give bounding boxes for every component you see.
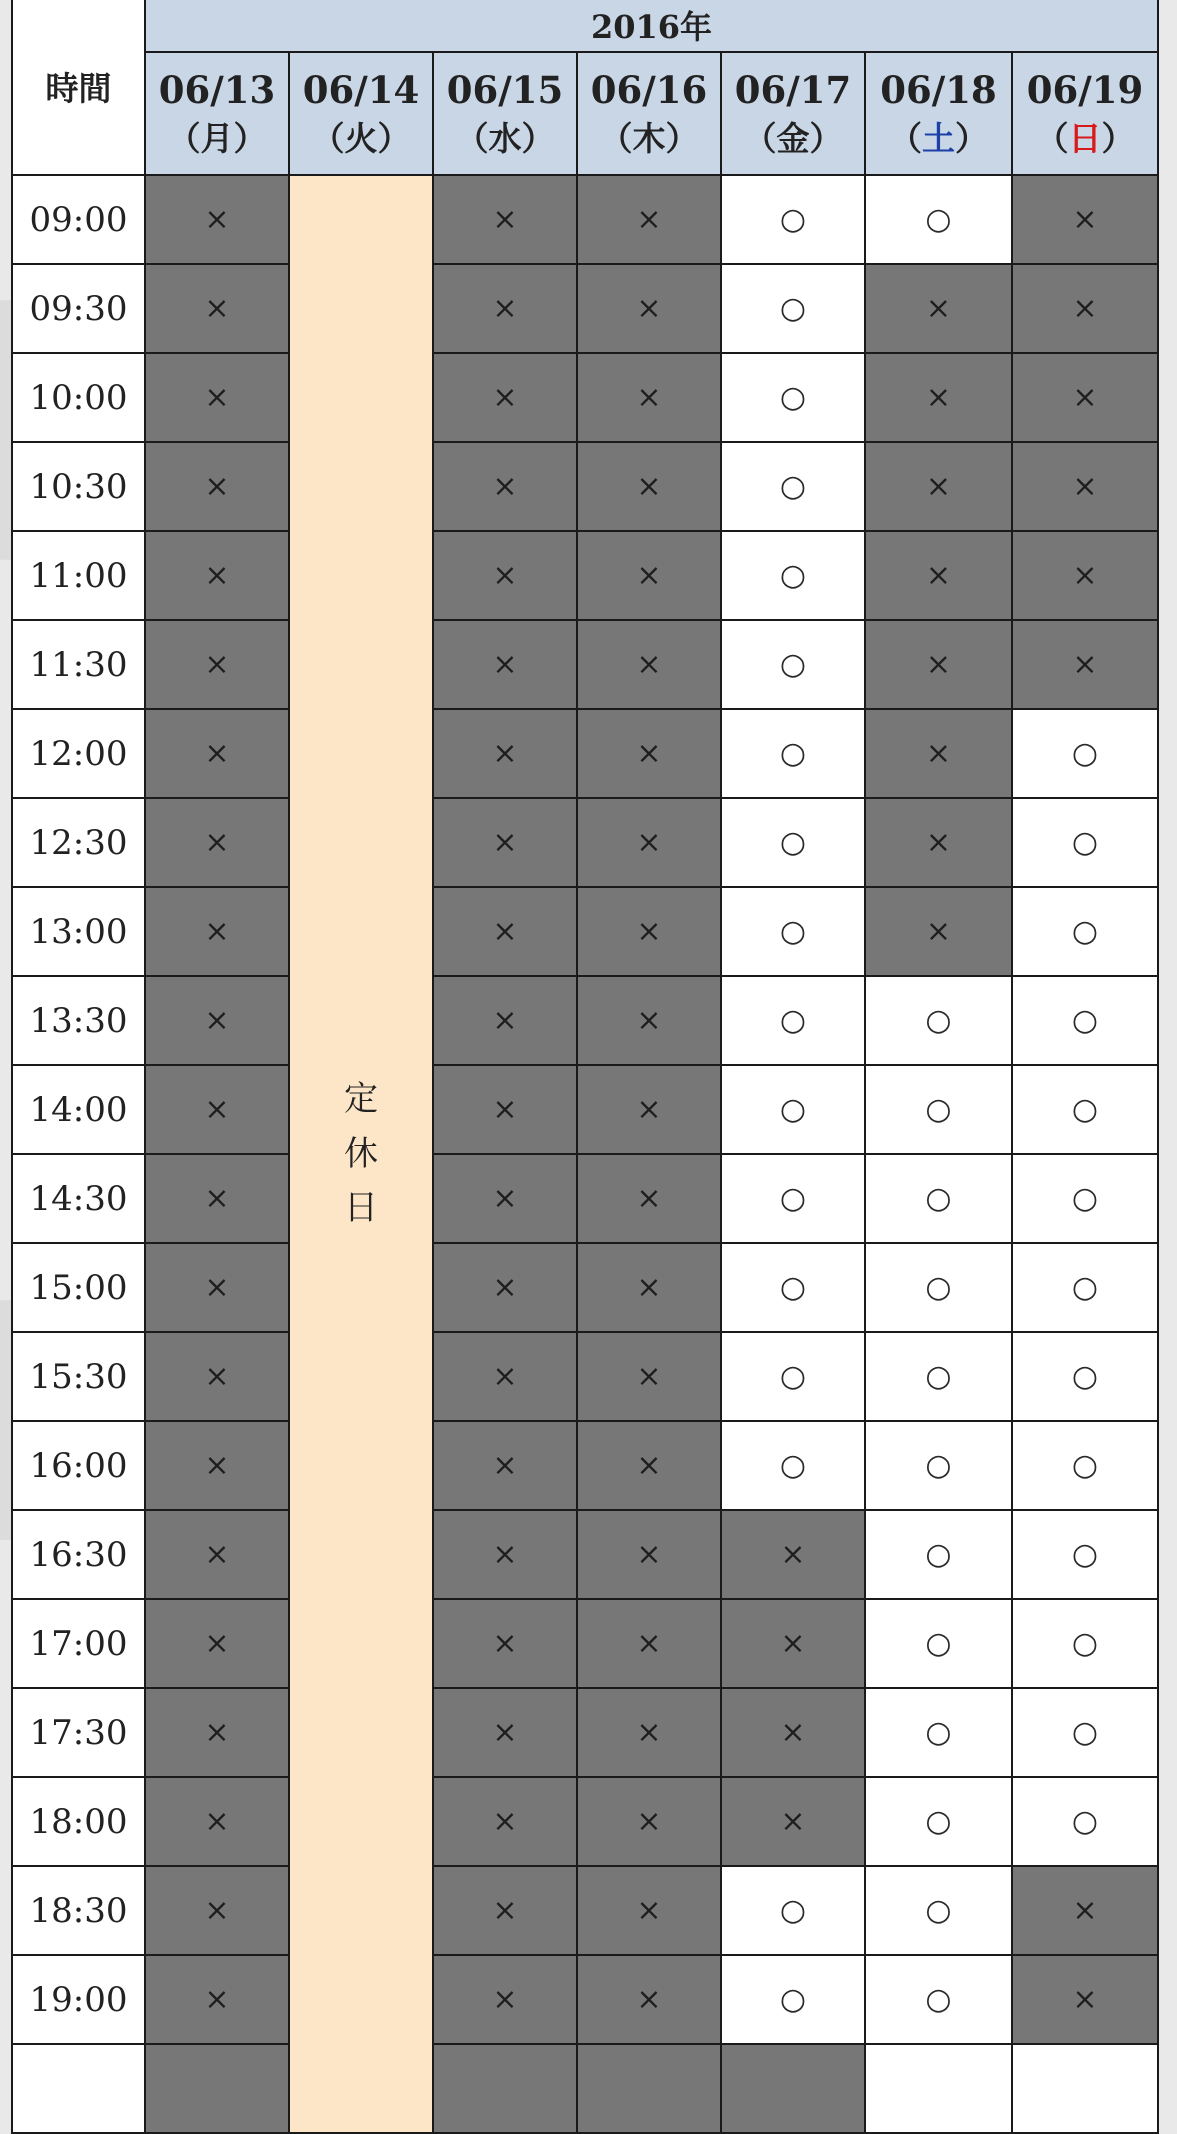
slot-unavailable: × — [433, 887, 577, 976]
day-of-week: （土） — [889, 119, 988, 159]
day-date: 06/13 — [158, 67, 276, 112]
slot-unavailable: × — [865, 264, 1012, 353]
slot-unavailable: × — [721, 1599, 865, 1688]
slot-unavailable — [721, 2044, 865, 2133]
slot-unavailable: × — [145, 1065, 289, 1154]
day-date: 06/15 — [446, 67, 564, 112]
table-row — [12, 709, 1158, 798]
slot-unavailable: × — [1012, 1866, 1158, 1955]
schedule-body — [12, 175, 1158, 2133]
slot-available[interactable]: ○ — [721, 1955, 865, 2044]
slot-unavailable: × — [1012, 620, 1158, 709]
slot-unavailable: × — [433, 1688, 577, 1777]
slot-unavailable: × — [577, 709, 721, 798]
slot-unavailable: × — [577, 798, 721, 887]
slot-unavailable: × — [577, 1421, 721, 1510]
slot-unavailable: × — [865, 887, 1012, 976]
slot-unavailable: × — [433, 1510, 577, 1599]
closed-day-label-char: 定 — [344, 1079, 378, 1120]
slot-unavailable: × — [433, 1777, 577, 1866]
slot-unavailable — [433, 2044, 577, 2133]
slot-unavailable: × — [145, 620, 289, 709]
slot-unavailable: × — [145, 1154, 289, 1243]
table-row — [12, 264, 1158, 353]
time-cell: 18:30 — [12, 1866, 145, 1955]
slot-available[interactable]: ○ — [721, 887, 865, 976]
slot-unavailable: × — [145, 1510, 289, 1599]
time-cell: 15:00 — [12, 1243, 145, 1332]
slot-unavailable: × — [577, 620, 721, 709]
day-date: 06/17 — [734, 67, 852, 112]
slot-available[interactable]: ○ — [1012, 1510, 1158, 1599]
year-row — [12, 0, 1158, 52]
slot-unavailable: × — [433, 798, 577, 887]
slot-unavailable: × — [433, 442, 577, 531]
slot-available[interactable]: ○ — [865, 1332, 1012, 1421]
slot-available[interactable]: ○ — [865, 976, 1012, 1065]
slot-unavailable: × — [577, 1599, 721, 1688]
slot-unavailable: × — [433, 1154, 577, 1243]
slot-unavailable — [865, 2044, 1012, 2133]
day-of-week: （火） — [311, 119, 411, 159]
time-cell: 10:30 — [12, 442, 145, 531]
table-row — [12, 1065, 1158, 1154]
weekend-day-char: 土 — [922, 119, 955, 159]
table-row — [12, 1332, 1158, 1421]
slot-available[interactable]: ○ — [1012, 1332, 1158, 1421]
slot-available[interactable]: ○ — [1012, 798, 1158, 887]
slot-unavailable: × — [433, 264, 577, 353]
time-cell: 13:00 — [12, 887, 145, 976]
table-row — [12, 1243, 1158, 1332]
slot-available[interactable]: ○ — [1012, 1421, 1158, 1510]
slot-unavailable: × — [865, 620, 1012, 709]
slot-available[interactable]: ○ — [721, 709, 865, 798]
slot-available[interactable]: ○ — [1012, 976, 1158, 1065]
year-header: 2016年 — [145, 0, 1158, 52]
slot-available[interactable]: ○ — [721, 620, 865, 709]
time-column-header: 時間 — [12, 0, 145, 175]
table-row — [12, 1599, 1158, 1688]
time-cell: 14:00 — [12, 1065, 145, 1154]
slot-available[interactable]: ○ — [865, 1510, 1012, 1599]
slot-available[interactable]: ○ — [721, 1154, 865, 1243]
slot-available[interactable]: ○ — [721, 798, 865, 887]
time-cell: 17:00 — [12, 1599, 145, 1688]
time-cell: 09:30 — [12, 264, 145, 353]
slot-unavailable: × — [577, 1154, 721, 1243]
table-row — [12, 531, 1158, 620]
day-of-week: （日） — [1035, 119, 1135, 159]
slot-unavailable: × — [577, 976, 721, 1065]
day-header-06-16 — [577, 52, 721, 175]
slot-unavailable: × — [577, 1065, 721, 1154]
slot-unavailable: × — [865, 531, 1012, 620]
day-header-06-13 — [145, 52, 289, 175]
slot-unavailable: × — [865, 709, 1012, 798]
slot-unavailable: × — [145, 709, 289, 798]
day-of-week: （木） — [599, 119, 699, 159]
day-header-06-17 — [721, 52, 865, 175]
table-row — [12, 2044, 1158, 2133]
slot-available[interactable]: ○ — [865, 1777, 1012, 1866]
slot-unavailable: × — [721, 1688, 865, 1777]
time-cell: 12:30 — [12, 798, 145, 887]
table-row — [12, 1777, 1158, 1866]
day-of-week: （水） — [455, 119, 555, 159]
slot-unavailable: × — [865, 442, 1012, 531]
table-row — [12, 1955, 1158, 2044]
slot-unavailable: × — [577, 175, 721, 264]
slot-available[interactable]: ○ — [721, 976, 865, 1065]
table-row — [12, 1510, 1158, 1599]
slot-unavailable: × — [721, 1510, 865, 1599]
time-cell: 15:30 — [12, 1332, 145, 1421]
slot-unavailable: × — [145, 531, 289, 620]
slot-unavailable: × — [433, 620, 577, 709]
slot-unavailable: × — [433, 1243, 577, 1332]
slot-unavailable: × — [145, 976, 289, 1065]
weekend-day-char: 日 — [1068, 119, 1102, 159]
time-cell: 13:30 — [12, 976, 145, 1065]
slot-available[interactable]: ○ — [1012, 1777, 1158, 1866]
slot-unavailable: × — [145, 1421, 289, 1510]
slot-available[interactable]: ○ — [1012, 1065, 1158, 1154]
slot-unavailable: × — [433, 353, 577, 442]
table-row — [12, 175, 1158, 264]
slot-available[interactable]: ○ — [721, 1866, 865, 1955]
day-date: 06/18 — [880, 67, 997, 112]
slot-available[interactable]: ○ — [721, 1065, 865, 1154]
table-row — [12, 887, 1158, 976]
slot-available[interactable]: ○ — [865, 1866, 1012, 1955]
slot-unavailable — [1012, 2044, 1158, 2133]
slot-unavailable: × — [145, 175, 289, 264]
slot-available[interactable]: ○ — [721, 531, 865, 620]
slot-available[interactable]: ○ — [865, 1154, 1012, 1243]
time-cell: 11:00 — [12, 531, 145, 620]
slot-available[interactable]: ○ — [721, 1421, 865, 1510]
day-header-06-15 — [433, 52, 577, 175]
slot-unavailable: × — [433, 976, 577, 1065]
slot-unavailable: × — [433, 709, 577, 798]
slot-available[interactable]: ○ — [1012, 887, 1158, 976]
slot-available[interactable]: ○ — [865, 1421, 1012, 1510]
slot-unavailable: × — [1012, 442, 1158, 531]
slot-available[interactable]: ○ — [1012, 709, 1158, 798]
day-header-row — [12, 52, 1158, 175]
slot-available[interactable]: ○ — [721, 353, 865, 442]
slot-unavailable: × — [721, 1777, 865, 1866]
slot-unavailable: × — [145, 353, 289, 442]
slot-available[interactable]: ○ — [721, 1332, 865, 1421]
slot-available[interactable]: ○ — [865, 1688, 1012, 1777]
slot-unavailable: × — [1012, 353, 1158, 442]
day-header-06-14 — [289, 52, 433, 175]
slot-unavailable: × — [145, 1332, 289, 1421]
slot-unavailable — [145, 2044, 289, 2133]
time-cell: 16:00 — [12, 1421, 145, 1510]
slot-unavailable: × — [433, 531, 577, 620]
slot-available[interactable]: ○ — [865, 1065, 1012, 1154]
slot-available[interactable]: ○ — [865, 175, 1012, 264]
slot-unavailable: × — [145, 1243, 289, 1332]
slot-unavailable: × — [433, 175, 577, 264]
time-cell: 10:00 — [12, 353, 145, 442]
closed-day-label-char: 日 — [344, 1188, 378, 1229]
time-cell: 16:30 — [12, 1510, 145, 1599]
table-row — [12, 798, 1158, 887]
reservation-schedule-table — [11, 0, 1159, 2134]
table-row — [12, 1688, 1158, 1777]
time-cell: 14:30 — [12, 1154, 145, 1243]
time-cell: 19:00 — [12, 1955, 145, 2044]
table-row — [12, 1154, 1158, 1243]
slot-unavailable: × — [1012, 531, 1158, 620]
slot-unavailable: × — [433, 1065, 577, 1154]
slot-available[interactable]: ○ — [1012, 1599, 1158, 1688]
slot-unavailable: × — [577, 1688, 721, 1777]
day-of-week: （月） — [167, 119, 267, 159]
time-cell: 12:00 — [12, 709, 145, 798]
slot-unavailable: × — [145, 1777, 289, 1866]
slot-unavailable: × — [577, 1332, 721, 1421]
table-row — [12, 442, 1158, 531]
slot-unavailable — [577, 2044, 721, 2133]
time-cell: 18:00 — [12, 1777, 145, 1866]
day-date: 06/19 — [1026, 67, 1144, 112]
slot-unavailable: × — [433, 1332, 577, 1421]
slot-unavailable: × — [145, 1866, 289, 1955]
slot-available[interactable]: ○ — [1012, 1688, 1158, 1777]
day-date: 06/14 — [302, 67, 420, 112]
slot-unavailable: × — [145, 887, 289, 976]
day-header-06-18 — [865, 52, 1012, 175]
slot-unavailable: × — [865, 798, 1012, 887]
slot-unavailable: × — [145, 1955, 289, 2044]
day-date: 06/16 — [590, 67, 708, 112]
slot-unavailable: × — [577, 442, 721, 531]
table-row — [12, 353, 1158, 442]
slot-unavailable: × — [1012, 175, 1158, 264]
slot-available[interactable]: ○ — [721, 175, 865, 264]
time-cell: 11:30 — [12, 620, 145, 709]
slot-unavailable: × — [577, 353, 721, 442]
slot-unavailable: × — [1012, 264, 1158, 353]
table-row — [12, 620, 1158, 709]
day-header-06-19 — [1012, 52, 1158, 175]
slot-unavailable: × — [145, 1599, 289, 1688]
slot-available[interactable]: ○ — [721, 442, 865, 531]
slot-available[interactable]: ○ — [721, 1243, 865, 1332]
slot-unavailable: × — [145, 264, 289, 353]
slot-unavailable: × — [577, 1777, 721, 1866]
slot-available[interactable]: ○ — [1012, 1243, 1158, 1332]
time-cell: 17:30 — [12, 1688, 145, 1777]
slot-unavailable: × — [145, 1688, 289, 1777]
slot-unavailable: × — [577, 1866, 721, 1955]
slot-unavailable: × — [577, 1955, 721, 2044]
slot-available[interactable]: ○ — [721, 264, 865, 353]
slot-unavailable: × — [433, 1421, 577, 1510]
day-of-week: （金） — [743, 119, 843, 159]
slot-unavailable: × — [145, 798, 289, 887]
slot-available[interactable]: ○ — [865, 1243, 1012, 1332]
time-cell — [12, 2044, 145, 2133]
slot-unavailable: × — [1012, 1955, 1158, 2044]
slot-unavailable: × — [577, 1243, 721, 1332]
slot-unavailable: × — [577, 887, 721, 976]
slot-available[interactable]: ○ — [865, 1599, 1012, 1688]
closed-day-cell — [289, 175, 433, 2133]
slot-unavailable: × — [577, 531, 721, 620]
slot-unavailable: × — [433, 1599, 577, 1688]
table-row — [12, 976, 1158, 1065]
slot-unavailable: × — [433, 1955, 577, 2044]
slot-available[interactable]: ○ — [1012, 1154, 1158, 1243]
slot-available[interactable]: ○ — [865, 1955, 1012, 2044]
table-row — [12, 1421, 1158, 1510]
slot-unavailable: × — [433, 1866, 577, 1955]
slot-unavailable: × — [865, 353, 1012, 442]
time-cell: 09:00 — [12, 175, 145, 264]
slot-unavailable: × — [577, 264, 721, 353]
closed-day-label-char: 休 — [344, 1133, 378, 1174]
table-row — [12, 1866, 1158, 1955]
slot-unavailable: × — [145, 442, 289, 531]
slot-unavailable: × — [577, 1510, 721, 1599]
